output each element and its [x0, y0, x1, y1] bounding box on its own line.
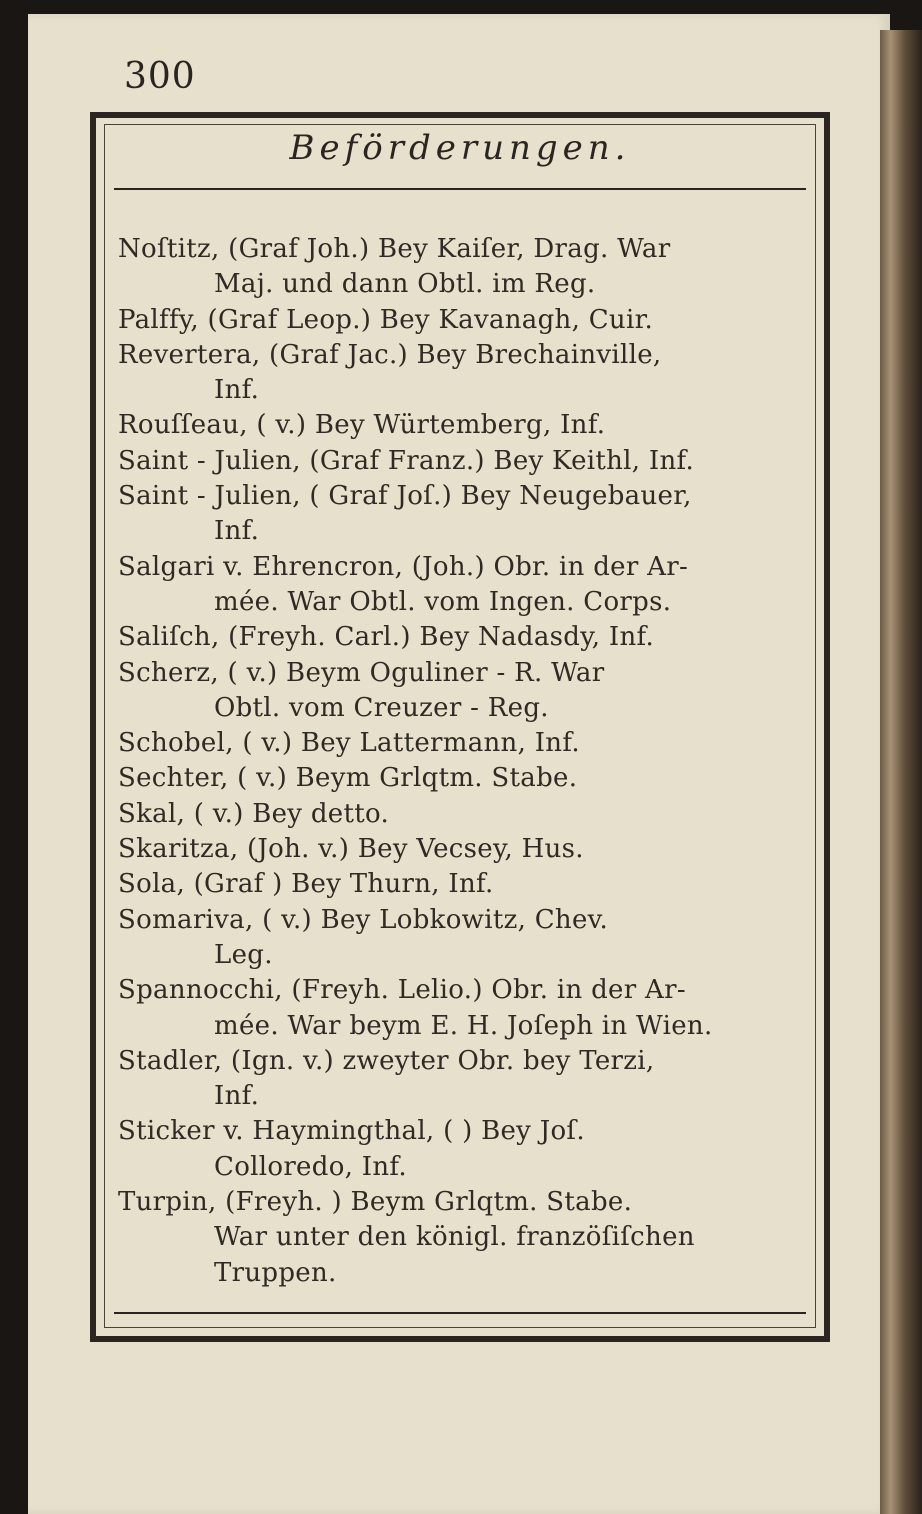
- entry-line: Somariva, ( v.) Bey Lobkowitz, Chev.: [118, 904, 609, 935]
- promotion-entry: [118, 656, 818, 727]
- entry-continuation-line: Inf.: [214, 516, 260, 547]
- entry-continuation-line: Inf.: [214, 1081, 260, 1112]
- book-edge: [880, 30, 922, 1514]
- entry-line: Palffy, (Graf Leop.) Bey Kavanagh, Cuir.: [118, 304, 654, 335]
- promotion-entry: [118, 479, 818, 550]
- promotion-entry: [118, 550, 818, 621]
- entry-line: Revertera, (Graf Jac.) Bey Brechainville,: [118, 339, 662, 370]
- entry-line: Saint - Julien, ( Graf Joſ.) Bey Neugebauer,: [118, 481, 692, 512]
- entry-line: Skal, ( v.) Bey detto.: [118, 798, 390, 829]
- entry-continuation-line: Truppen.: [214, 1257, 337, 1288]
- promotion-entry: [118, 338, 818, 409]
- entry-continuation-line: mée. War Obtl. vom Ingen. Corps.: [214, 586, 672, 617]
- entry-continuation-line: Inf.: [214, 375, 260, 406]
- entry-line: Rouſſeau, ( v.) Bey Würtemberg, Inf.: [118, 410, 606, 441]
- promotion-entry: [118, 726, 818, 761]
- section-heading: Beförderungen.: [289, 128, 631, 168]
- entry-line: Saint - Julien, (Graf Franz.) Bey Keithl, Inf.: [118, 445, 695, 476]
- promotion-entry: [118, 797, 818, 832]
- entry-line: Saliſch, (Freyh. Carl.) Bey Nadasdy, Inf.: [118, 622, 655, 653]
- page-number: 300: [124, 56, 196, 97]
- entry-line: Sechter, ( v.) Beym Grlqtm. Stabe.: [118, 763, 578, 794]
- entry-line: Turpin, (Freyh. ) Beym Grlqtm. Stabe.: [118, 1187, 633, 1218]
- promotion-entry: [118, 232, 818, 303]
- entry-continuation-line: Leg.: [214, 939, 273, 970]
- heading-rule: [114, 188, 806, 190]
- promotion-entry: [118, 1114, 818, 1185]
- entry-line: Sola, (Graf ) Bey Thurn, Inf.: [118, 869, 494, 900]
- promotion-entry: [118, 408, 818, 443]
- entry-line: Noſtitz, (Graf Joh.) Bey Kaiſer, Drag. War: [118, 234, 671, 264]
- promotion-entry: [118, 303, 818, 338]
- promotion-entry: [118, 867, 818, 902]
- entry-continuation-line: Colloredo, Inf.: [214, 1151, 407, 1182]
- entry-continuation-line: Obtl. vom Creuzer - Reg.: [214, 692, 549, 723]
- entry-continuation-line: Maj. und dann Obtl. im Reg.: [214, 269, 596, 300]
- promotion-entry: [118, 620, 818, 655]
- promotion-list: [118, 232, 818, 1291]
- promotion-entry: [118, 444, 818, 479]
- entry-line: Schobel, ( v.) Bey Lattermann, Inf.: [118, 728, 580, 759]
- entry-line: Sticker v. Haymingthal, ( ) Bey Joſ.: [118, 1116, 585, 1147]
- entry-line: Skaritza, (Joh. v.) Bey Vecsey, Hus.: [118, 834, 584, 865]
- entry-continuation-line: War unter den königl. franzöſiſchen: [214, 1222, 695, 1253]
- promotion-entry: [118, 832, 818, 867]
- entry-line: Spannocchi, (Freyh. Lelio.) Obr. in der Ar-: [118, 975, 686, 1006]
- promotion-entry: [118, 973, 818, 1044]
- footer-rule: [114, 1312, 806, 1314]
- entry-line: Salgari v. Ehrencron, (Joh.) Obr. in der Ar-: [118, 551, 689, 582]
- promotion-entry: [118, 1044, 818, 1115]
- entry-continuation-line: mée. War beym E. H. Joſeph in Wien.: [214, 1010, 713, 1041]
- promotion-entry: [118, 903, 818, 974]
- entry-line: Stadler, (Ign. v.) zweyter Obr. bey Terzi,: [118, 1045, 655, 1076]
- promotion-entry: [118, 1185, 818, 1291]
- promotion-entry: [118, 761, 818, 796]
- entry-line: Scherz, ( v.) Beym Oguliner - R. War: [118, 657, 605, 688]
